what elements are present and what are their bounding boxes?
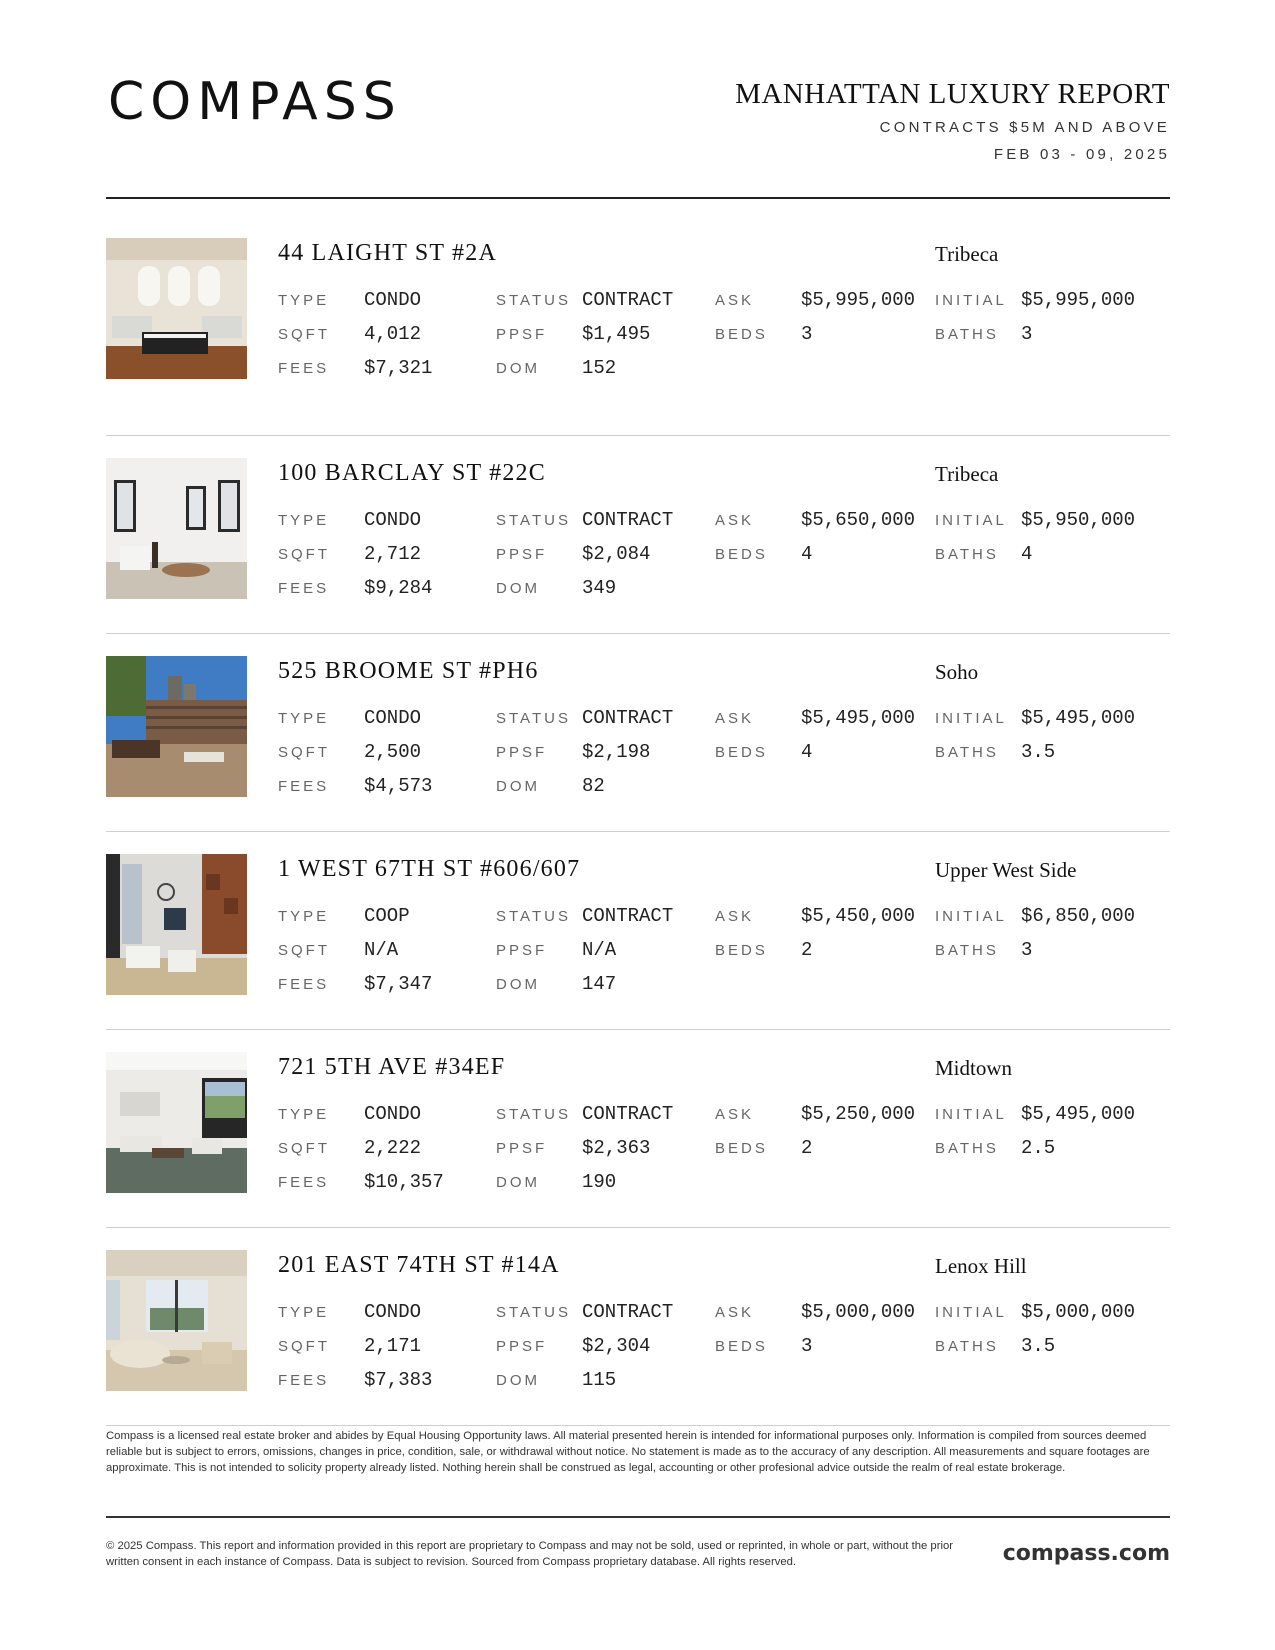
- ppsf-label: PPSF: [496, 326, 548, 343]
- dom-value: 115: [582, 1369, 617, 1391]
- baths-label: BATHS: [935, 942, 999, 959]
- beds-value: 3: [801, 323, 813, 345]
- baths-label: BATHS: [935, 744, 999, 761]
- fees-value: $4,573: [364, 775, 433, 797]
- ask-value: $5,250,000: [801, 1103, 916, 1125]
- ask-value: $5,995,000: [801, 289, 916, 311]
- compass-logo: COMPASS: [108, 72, 402, 132]
- status-value: CONTRACT: [582, 905, 674, 927]
- baths-value: 2.5: [1021, 1137, 1056, 1159]
- ask-value: $5,000,000: [801, 1301, 916, 1323]
- website-link[interactable]: compass.com: [1002, 1541, 1170, 1566]
- sqft-label: SQFT: [278, 1140, 330, 1157]
- baths-label: BATHS: [935, 546, 999, 563]
- baths-label: BATHS: [935, 1338, 999, 1355]
- status-value: CONTRACT: [582, 1301, 674, 1323]
- copyright-notice: © 2025 Compass. This report and information provided in this report are proprietary to Compass and may not be sold, used or reprinted, in whole or part, without the prior written consent in each instance of Compass. Data is subject to revision. Sourced from Compass proprietary database. All rights reserved.: [106, 1540, 954, 1568]
- report-subtitle: CONTRACTS $5M AND ABOVE: [879, 119, 1170, 136]
- initial-label: INITIAL: [935, 908, 1007, 925]
- ask-value: $5,450,000: [801, 905, 916, 927]
- listing-row: [106, 1030, 1170, 1228]
- listing-address: 100 BARCLAY ST #22C: [278, 460, 546, 486]
- listing-address: 721 5TH AVE #34EF: [278, 1054, 506, 1080]
- listing-photo: [106, 458, 247, 599]
- sqft-label: SQFT: [278, 942, 330, 959]
- beds-value: 4: [801, 741, 813, 763]
- ask-label: ASK: [715, 1304, 755, 1321]
- header-divider: [106, 197, 1170, 199]
- listing-address: 1 WEST 67TH ST #606/607: [278, 856, 581, 882]
- sqft-value: 2,171: [364, 1335, 422, 1357]
- report-header: [735, 78, 1170, 163]
- status-value: CONTRACT: [582, 707, 674, 729]
- dom-label: DOM: [496, 1174, 540, 1191]
- ask-label: ASK: [715, 292, 755, 309]
- status-label: STATUS: [496, 1106, 571, 1123]
- initial-label: INITIAL: [935, 710, 1007, 727]
- ask-label: ASK: [715, 1106, 755, 1123]
- type-value: CONDO: [364, 1301, 422, 1323]
- baths-label: BATHS: [935, 326, 999, 343]
- ask-value: $5,650,000: [801, 509, 916, 531]
- status-label: STATUS: [496, 292, 571, 309]
- beds-label: BEDS: [715, 1338, 768, 1355]
- ppsf-label: PPSF: [496, 1338, 548, 1355]
- sqft-value: 4,012: [364, 323, 422, 345]
- beds-label: BEDS: [715, 326, 768, 343]
- ppsf-value: $2,363: [582, 1137, 651, 1159]
- listing-address: 201 EAST 74TH ST #14A: [278, 1252, 560, 1278]
- type-label: TYPE: [278, 908, 330, 925]
- type-label: TYPE: [278, 292, 330, 309]
- ppsf-label: PPSF: [496, 1140, 548, 1157]
- sqft-label: SQFT: [278, 1338, 330, 1355]
- ppsf-label: PPSF: [496, 744, 548, 761]
- ppsf-value: N/A: [582, 939, 617, 961]
- status-label: STATUS: [496, 710, 571, 727]
- beds-value: 2: [801, 1137, 813, 1159]
- beds-value: 3: [801, 1335, 813, 1357]
- listing-photo: [106, 1250, 247, 1391]
- listing-row: [106, 832, 1170, 1030]
- listing-address: 44 LAIGHT ST #2A: [278, 240, 497, 266]
- dom-label: DOM: [496, 580, 540, 597]
- status-value: CONTRACT: [582, 509, 674, 531]
- listing-neighborhood: Lenox Hill: [935, 1254, 1027, 1278]
- initial-value: $5,950,000: [1021, 509, 1136, 531]
- fees-value: $7,347: [364, 973, 433, 995]
- status-value: CONTRACT: [582, 289, 674, 311]
- sqft-label: SQFT: [278, 744, 330, 761]
- report-date-range: FEB 03 - 09, 2025: [993, 146, 1170, 163]
- status-label: STATUS: [496, 908, 571, 925]
- beds-label: BEDS: [715, 546, 768, 563]
- ask-value: $5,495,000: [801, 707, 916, 729]
- listing-neighborhood: Soho: [935, 660, 979, 684]
- beds-label: BEDS: [715, 1140, 768, 1157]
- listing-address: 525 BROOME ST #PH6: [278, 658, 539, 684]
- ppsf-value: $2,198: [582, 741, 651, 763]
- ask-label: ASK: [715, 908, 755, 925]
- baths-value: 3.5: [1021, 1335, 1056, 1357]
- initial-label: INITIAL: [935, 1304, 1007, 1321]
- baths-value: 4: [1021, 543, 1033, 565]
- type-label: TYPE: [278, 710, 330, 727]
- sqft-label: SQFT: [278, 326, 330, 343]
- ppsf-label: PPSF: [496, 546, 548, 563]
- fees-label: FEES: [278, 1174, 330, 1191]
- ppsf-value: $2,304: [582, 1335, 651, 1357]
- listing-photo: [106, 1052, 247, 1193]
- listing-photo: [106, 238, 247, 379]
- ask-label: ASK: [715, 512, 755, 529]
- status-label: STATUS: [496, 1304, 571, 1321]
- fees-value: $7,383: [364, 1369, 433, 1391]
- status-label: STATUS: [496, 512, 571, 529]
- fees-label: FEES: [278, 360, 330, 377]
- report-title: MANHATTAN LUXURY REPORT: [735, 78, 1170, 110]
- fees-value: $10,357: [364, 1171, 444, 1193]
- dom-value: 349: [582, 577, 617, 599]
- initial-label: INITIAL: [935, 1106, 1007, 1123]
- listings: [106, 238, 1170, 1426]
- dom-value: 152: [582, 357, 617, 379]
- type-value: CONDO: [364, 707, 422, 729]
- baths-value: 3: [1021, 323, 1033, 345]
- initial-value: $5,000,000: [1021, 1301, 1136, 1323]
- fees-label: FEES: [278, 580, 330, 597]
- initial-value: $5,495,000: [1021, 1103, 1136, 1125]
- ppsf-value: $1,495: [582, 323, 651, 345]
- dom-value: 190: [582, 1171, 617, 1193]
- baths-value: 3: [1021, 939, 1033, 961]
- dom-label: DOM: [496, 976, 540, 993]
- type-value: CONDO: [364, 289, 422, 311]
- listing-neighborhood: Upper West Side: [935, 858, 1077, 882]
- dom-label: DOM: [496, 360, 540, 377]
- ppsf-value: $2,084: [582, 543, 651, 565]
- type-label: TYPE: [278, 1304, 330, 1321]
- listing-row: [106, 436, 1170, 634]
- listing-neighborhood: Tribeca: [935, 462, 999, 486]
- initial-label: INITIAL: [935, 512, 1007, 529]
- type-value: COOP: [364, 905, 410, 927]
- fees-label: FEES: [278, 778, 330, 795]
- sqft-label: SQFT: [278, 546, 330, 563]
- type-value: CONDO: [364, 1103, 422, 1125]
- fees-label: FEES: [278, 1372, 330, 1389]
- baths-value: 3.5: [1021, 741, 1056, 763]
- sqft-value: N/A: [364, 939, 399, 961]
- baths-label: BATHS: [935, 1140, 999, 1157]
- beds-value: 4: [801, 543, 813, 565]
- sqft-value: 2,222: [364, 1137, 422, 1159]
- type-value: CONDO: [364, 509, 422, 531]
- listing-neighborhood: Tribeca: [935, 242, 999, 266]
- ppsf-label: PPSF: [496, 942, 548, 959]
- legal-disclaimer: Compass is a licensed real estate broker and abides by Equal Housing Opportunity laws. All material presented herein is intended for informational purposes only. Information is compiled from sources deemed reliable but is subject to errors, omissions, changes in price, condition, sale, or withdrawal without notice. No statement is made as to the accuracy of any description. All measurements and square footages are approximate. This is not intended to solicity property already listed. Nothing herein shall be construed as legal, accounting or other profesional advice outside the realm of real estate brokerage.: [106, 1430, 1150, 1474]
- sqft-value: 2,500: [364, 741, 422, 763]
- initial-value: $5,495,000: [1021, 707, 1136, 729]
- listing-row: [106, 238, 1170, 436]
- type-label: TYPE: [278, 1106, 330, 1123]
- dom-label: DOM: [496, 778, 540, 795]
- fees-value: $9,284: [364, 577, 433, 599]
- initial-value: $6,850,000: [1021, 905, 1136, 927]
- beds-value: 2: [801, 939, 813, 961]
- dom-value: 147: [582, 973, 617, 995]
- footer-divider: [106, 1516, 1170, 1518]
- fees-value: $7,321: [364, 357, 433, 379]
- beds-label: BEDS: [715, 744, 768, 761]
- fees-label: FEES: [278, 976, 330, 993]
- initial-label: INITIAL: [935, 292, 1007, 309]
- sqft-value: 2,712: [364, 543, 422, 565]
- initial-value: $5,995,000: [1021, 289, 1136, 311]
- dom-label: DOM: [496, 1372, 540, 1389]
- listing-photo: [106, 656, 247, 797]
- listing-neighborhood: Midtown: [935, 1056, 1013, 1080]
- listing-row: [106, 634, 1170, 832]
- dom-value: 82: [582, 775, 605, 797]
- status-value: CONTRACT: [582, 1103, 674, 1125]
- ask-label: ASK: [715, 710, 755, 727]
- type-label: TYPE: [278, 512, 330, 529]
- listing-photo: [106, 854, 247, 995]
- listing-row: [106, 1228, 1170, 1426]
- beds-label: BEDS: [715, 942, 768, 959]
